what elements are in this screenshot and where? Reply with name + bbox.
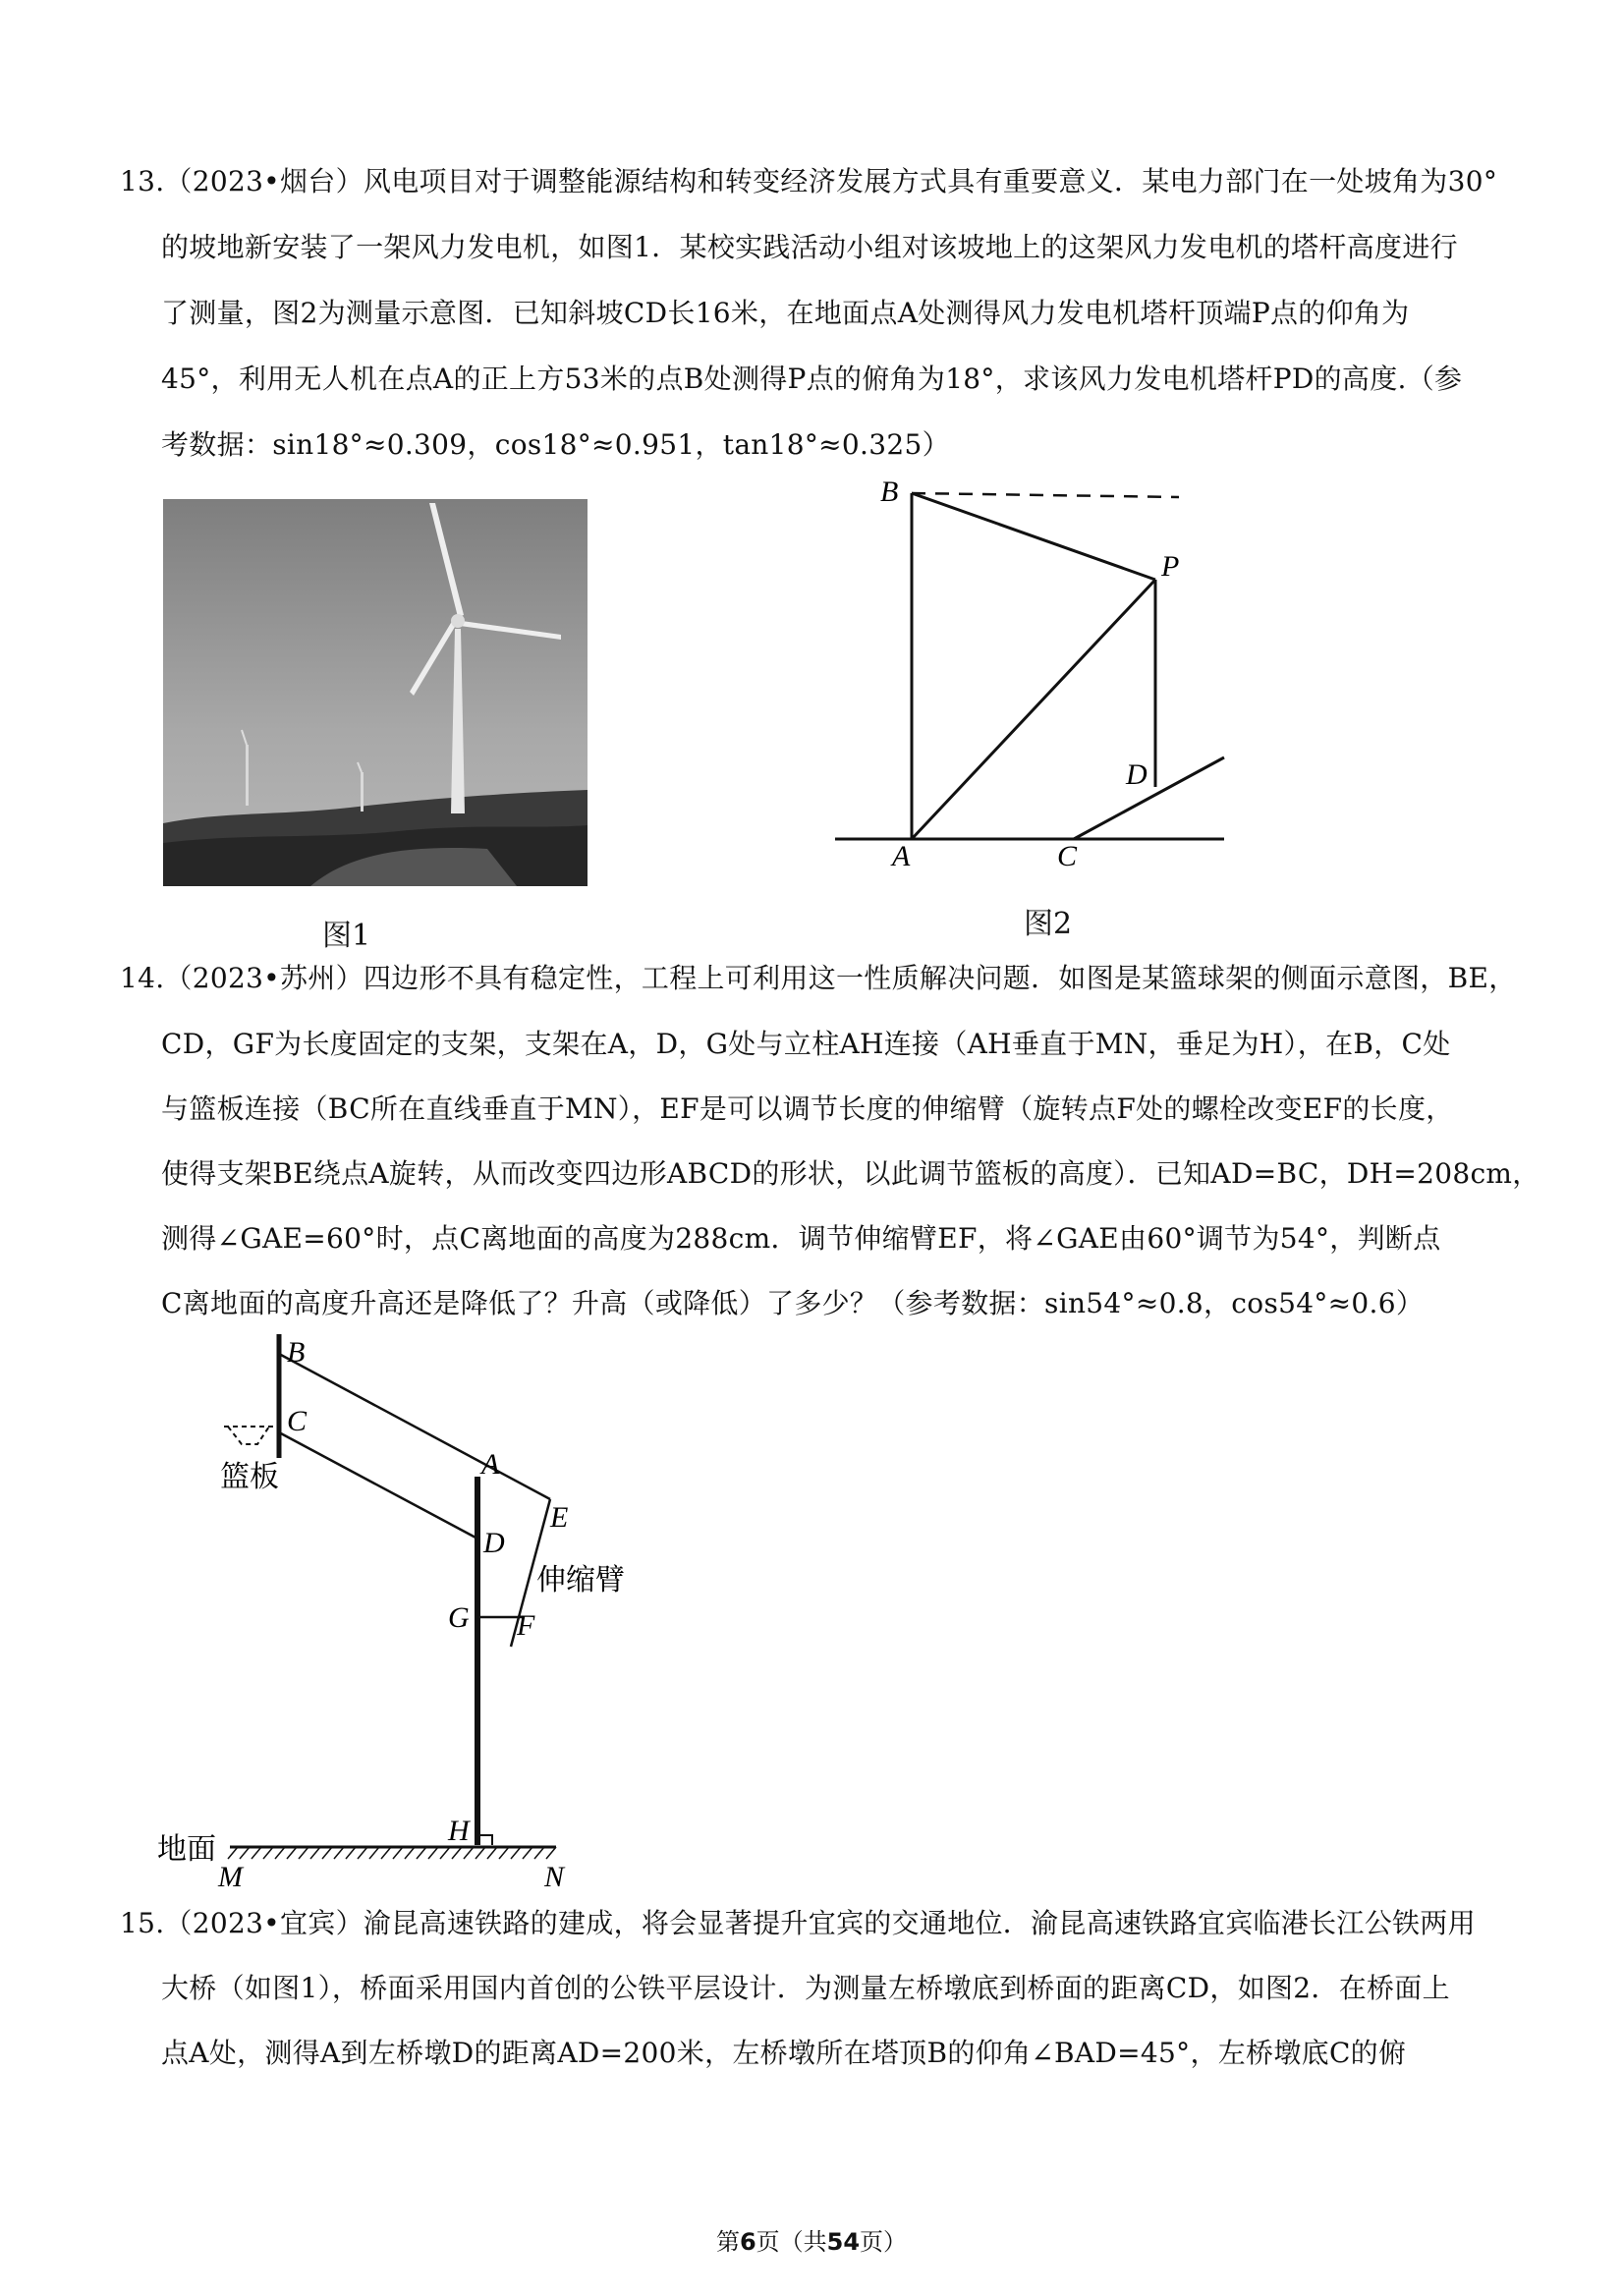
fig14-right-angle [480,1835,492,1845]
q13-line-5: 考数据：sin18°≈0.309，cos18°≈0.951，tan18°≈0.325） [161,428,950,461]
q14-line-3: 与篮板连接（BC所在直线垂直于MN），EF是可以调节长度的伸缩臂（旋转点F处的螺栓改变EF的长度， [161,1092,1454,1125]
fig14-label-E: E [550,1501,569,1534]
q14-line-5: 测得∠GAE=60°时，点C离地面的高度为288cm．调节伸缩臂EF，将∠GAE由60°调节为54°，判断点 [161,1222,1441,1255]
fig14-rim [224,1427,273,1444]
fig14-label-G: G [448,1601,470,1634]
fig14-label-N: N [544,1861,565,1893]
fig2-slope-CD [1074,757,1224,839]
fig14-label-D: D [483,1527,505,1559]
q13-line-3: 了测量，图2为测量示意图．已知斜坡CD长16米，在地面点A处测得风力发电机塔杆顶端P点的仰角为 [161,297,1410,329]
fig2-label-B: B [880,476,899,508]
fig14-label-A: A [481,1448,500,1481]
q14-line-2: CD，GF为长度固定的支架，支架在A，D，G处与立柱AH连接（AH垂直于MN，垂足为H），在B，C处 [161,1028,1451,1060]
fig2-segment-AP [912,580,1155,839]
q14-line-4: 使得支架BE绕点A旋转，从而改变四边形ABCD的形状，以此调节篮板的高度）．已知AD=BC，DH=208cm， [161,1157,1540,1190]
fig14-label-H: H [448,1815,470,1847]
footer-prefix: 第 [715,2228,740,2256]
q13-line-1: 13.（2023•烟台）风电项目对于调整能源结构和转变经济发展方式具有重要意义．某电力部门在一处坡角为30° [120,165,1498,197]
q14-line-1: 14.（2023•苏州）四边形不具有稳定性，工程上可利用这一性质解决问题．如图是某篮球架的侧面示意图，BE， [120,962,1517,994]
q13-fig1-caption: 图1 [322,919,371,953]
footer-mid: 页（共 [756,2228,827,2256]
q13-fig2-diagram [825,470,1238,882]
footer-page-number: 6 [739,2228,756,2256]
q15-line-3: 点A处，测得A到左桥墩D的距离AD=200米，左桥墩所在塔顶B的仰角∠BAD=45°，左桥墩底C的俯 [161,2037,1407,2069]
fig2-label-D: D [1126,758,1147,791]
fig2-dashed-horizontal [912,493,1179,497]
fig2-label-C: C [1057,840,1078,872]
q13-fig1-photo [163,499,588,886]
q15-line-2: 大桥（如图1），桥面采用国内首创的公铁平层设计．为测量左桥墩底到桥面的距离CD，如图2．在桥面上 [161,1972,1450,2004]
fig14-label-arm: 伸缩臂 [536,1563,625,1597]
fig2-segment-BP [912,493,1155,580]
fig14-label-F: F [517,1609,535,1642]
q13-line-2: 的坡地新安装了一架风力发电机，如图1．某校实践活动小组对该坡地上的这架风力发电机的塔杆高度进行 [161,231,1458,263]
q13-fig2-caption: 图2 [1024,907,1073,941]
fig14-bar-CD [279,1432,477,1539]
fig14-label-backboard: 篮板 [220,1460,279,1494]
q14-line-6: C离地面的高度升高还是降低了？升高（或降低）了多少？（参考数据：sin54°≈0.8，cos54°≈0.6） [161,1287,1425,1319]
page-footer [0,2222,1623,2257]
q15-line-1: 15.（2023•宜宾）渝昆高速铁路的建成，将会显著提升宜宾的交通地位．渝昆高速铁路宜宾临港长江公铁两用 [120,1907,1476,1939]
footer-suffix: 页） [860,2228,908,2256]
fig14-ground-hatch [228,1847,556,1859]
fig14-label-C: C [287,1405,308,1437]
fig14-label-M: M [218,1861,243,1893]
fig2-label-P: P [1161,550,1180,583]
q13-line-4: 45°，利用无人机在点A的正上方53米的点B处测得P点的俯角为18°，求该风力发电机塔杆PD的高度.（参 [161,363,1463,395]
fig2-label-A: A [892,840,911,872]
fig14-bar-BE [279,1354,550,1499]
fig14-label-ground: 地面 [157,1832,216,1867]
fig14-label-B: B [287,1336,306,1369]
q14-fig-diagram [147,1322,658,1912]
footer-total-pages: 54 [826,2228,861,2256]
